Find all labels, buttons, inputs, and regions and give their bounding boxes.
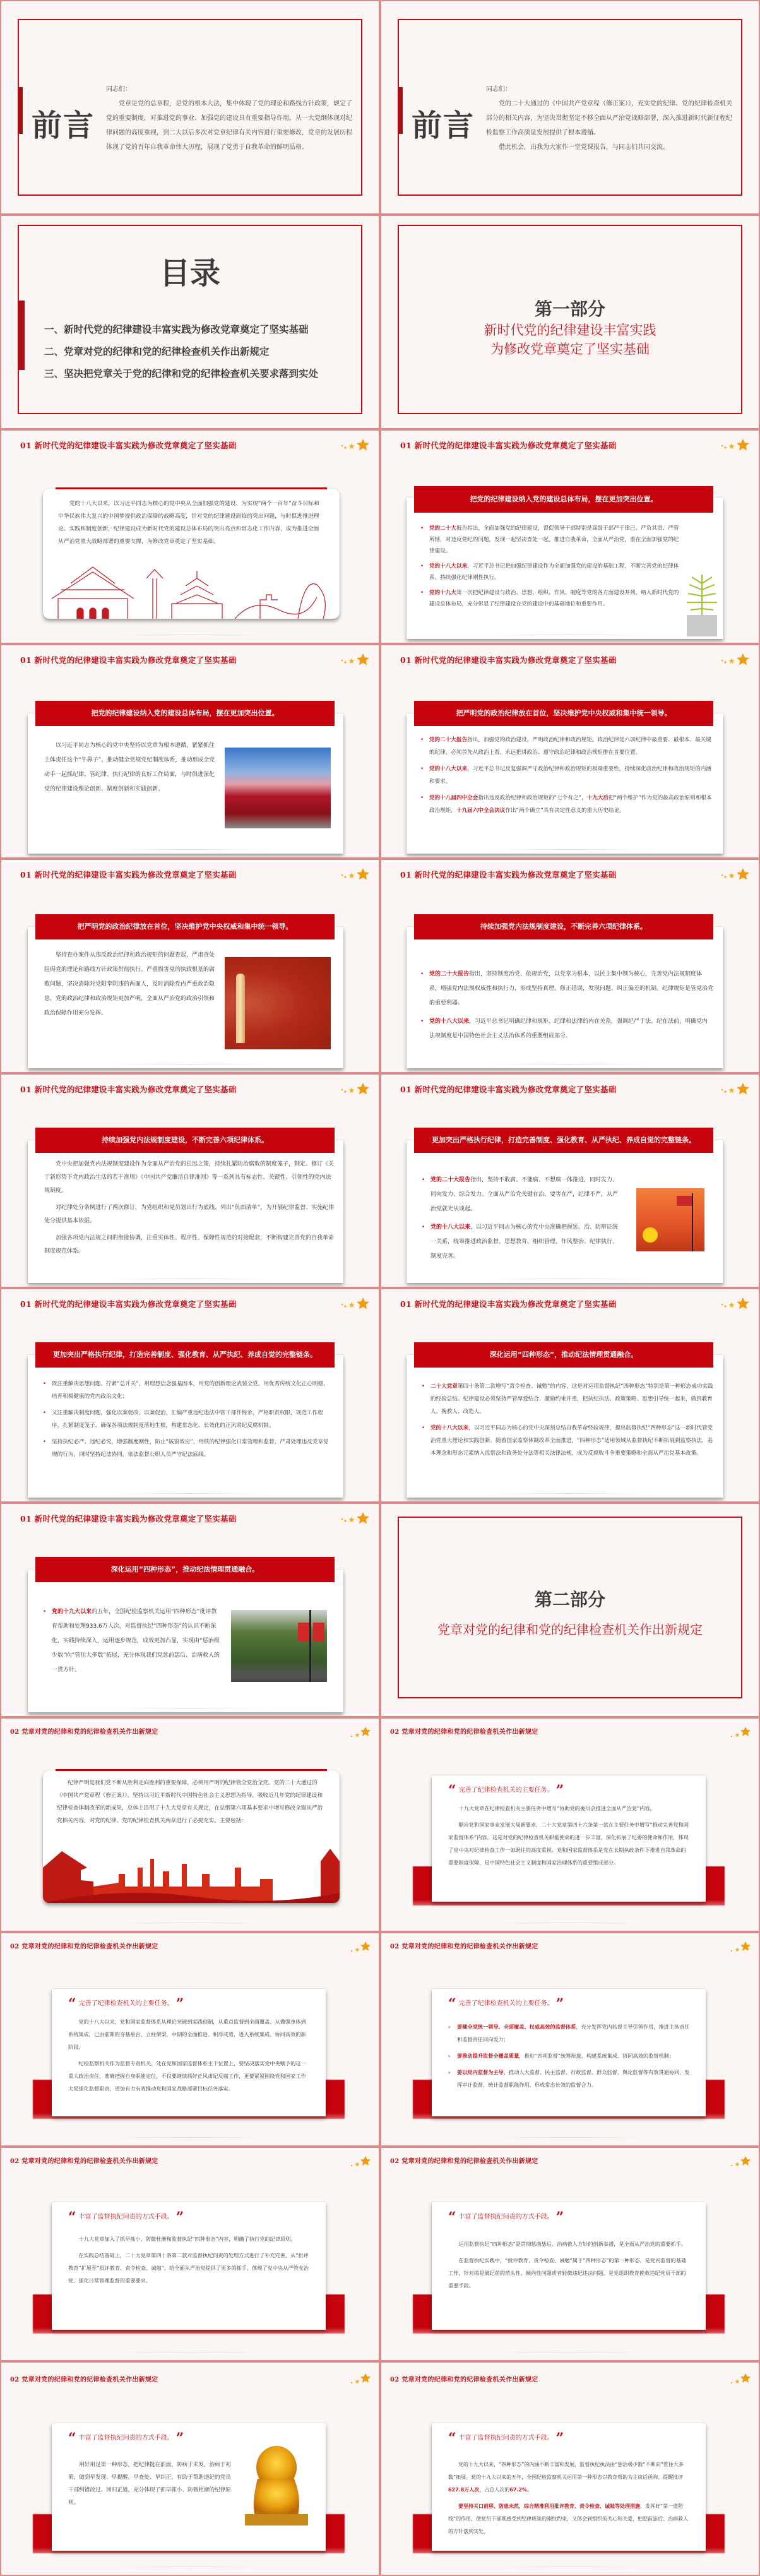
stars-decoration-icon — [730, 2373, 751, 2389]
red-accent-bar — [18, 301, 25, 370]
card-body — [68, 2432, 232, 2513]
paragraph: 运用监督执纪“四种形态”是贯彻惩前毖后、治病救人方针的创新举措，是全面从严治党的重要抓手。 — [458, 2241, 686, 2247]
bullet-item: • 党的二十大报告指出，全面加强党的纪律建设，督促领导干部特别是高级干部严于律己、严负其责、严管所辖，对违反党纪的问题，发现一起坚决查处一起。推进自我革命，全面从严治党，重在全面加强党的纪律建设。 — [420, 523, 679, 557]
section-header: 01 新时代党的纪律建设丰富实践为修改党章奠定了坚实基础 — [400, 1299, 617, 1309]
card-body — [448, 1784, 691, 1873]
section-header: 01 新时代党的纪律建设丰富实践为修改党章奠定了坚实基础 — [400, 655, 617, 665]
card-body — [448, 2432, 691, 2542]
slide-1f — [380, 859, 760, 1073]
section-header: 02 党章对党的纪律和党的纪律检查机关作出新规定 — [390, 1943, 538, 1950]
slide-1h — [380, 1073, 760, 1288]
card-top-rule — [56, 487, 327, 489]
close-quote-icon: ” — [555, 1782, 564, 1799]
section-header: 02 党章对党的纪律和党的纪律检查机关作出新规定 — [10, 1729, 158, 1736]
slide-2a — [0, 1717, 380, 1932]
card-top-rule — [56, 1769, 327, 1771]
section-header: 01 新时代党的纪律建设丰富实践为修改党章奠定了坚实基础 — [400, 441, 617, 450]
stars-decoration-icon — [720, 868, 751, 884]
card-body — [44, 948, 218, 1025]
headline-band: 把党的纪律建设纳入党的建设总体布局，摆在更加突出位置。 — [414, 486, 713, 513]
stars-decoration-icon — [350, 1941, 371, 1957]
paragraph: 纪检监察机关作为监督专责机关，处在党和国家监督体系主干位置上，要坚决落实党中央赋予的这一重大政治责任，准确把握自身职能定位，不仅要继续抓好正风肃纪反腐工作，更要紧紧围绕党和国家工作大局强化监督职责，更加有力有效推动党和国家战略部署目标任务落实。 — [68, 2060, 306, 2092]
bullet-item: › 要推动提升监督全覆盖质量，推进“四项监督”统筹衔接，构建系统集成、协同高效的监督机制； — [448, 2049, 691, 2062]
stars-decoration-icon — [350, 1726, 371, 1743]
slide-2f — [380, 2147, 760, 2361]
close-quote-icon: ” — [175, 2430, 184, 2447]
landmarks-silhouette-illustration — [52, 559, 331, 619]
slide-1a — [0, 429, 380, 644]
card-body — [448, 2211, 691, 2296]
slide-2e — [0, 2147, 380, 2361]
quote-title: “ 丰富了监督执纪问责的方式手段。 ” — [448, 2430, 564, 2447]
part-subtitle: 党章对党的纪律和党的纪律检查机关作出新规定 — [437, 1622, 703, 1637]
preface-body-1: 党的二十大通过的《中国共产党章程（修正案）》，充实党的纪律、党的纪律检查机关部分的相关内容，为坚决贯彻坚定不移全面从严治党战略部署，深入推进新时代新征程纪检监察工作高质量发展提供了根本遵循。 — [486, 100, 732, 136]
footer-line — [489, 1493, 651, 1494]
card-body — [68, 1998, 311, 2099]
slide-1k — [0, 1503, 380, 1717]
slide-1c — [0, 644, 380, 859]
bullet-item: • 党的十八大以来，习近平总书记把加强纪律建设作为全面加强党的建设的基础工程，不断完善党的纪律体系，持续强化纪律刚性执行。 — [420, 561, 679, 583]
red-accent-bar — [18, 87, 23, 134]
paragraph: 顺应党和国家事业发展大局新要求，二十大党章第四十六条第一款在主要任务中增写“推动完善党和国家监督体系”内容，这是对党的纪律检查机关职能使命的进一步丰富，深化拓展了纪委的使命和作用，体现了党中央对纪律检查工作一如既往的高度重视。党和国家监督体系是党在长期执政条件下推进自我革命的重要制度保障，是中国特色社会主义制度和国家治理体系的重要组成部分。 — [448, 1822, 689, 1866]
toc-item[interactable]: 一、新时代党的纪律建设丰富实践为修改党章奠定了坚实基础 — [44, 323, 309, 335]
slide-2c — [0, 1932, 380, 2147]
section-header: 01 新时代党的纪律建设丰富实践为修改党章奠定了坚实基础 — [20, 1085, 237, 1094]
stars-decoration-icon — [730, 2156, 751, 2172]
section-header: 02 党章对党的纪律和党的纪律检查机关作出新规定 — [10, 2376, 158, 2383]
bullet-list — [420, 967, 713, 1047]
stars-decoration-icon — [350, 2156, 371, 2172]
huabiao-column-image — [225, 957, 331, 1049]
card-body — [58, 498, 324, 552]
section-header: 01 新时代党的纪律建设丰富实践为修改党章奠定了坚实基础 — [400, 1085, 617, 1094]
slide-1i — [0, 1288, 380, 1503]
slide-1e — [0, 859, 380, 1073]
content-card — [432, 1775, 706, 1902]
bullet-item: › 要健全党统一领导、全面覆盖、权威高效的监督体系，充分发挥党内监督主导引领作用，推进主体责任和监督责任同向发力； — [448, 2020, 691, 2046]
bullet-list — [422, 1173, 620, 1268]
bullet-list — [422, 1380, 713, 1464]
headline-band: 把严明党的政治纪律放在首位，坚决维护党中央权威和集中统一领导。 — [414, 701, 713, 726]
toc-title: 目录 — [159, 256, 220, 291]
bullet-list — [420, 734, 712, 821]
quote-title: “ 丰富了监督执纪问责的方式手段。 ” — [68, 2430, 184, 2447]
stars-decoration-icon — [730, 1726, 751, 1743]
section-header: 02 党章对党的纪律和党的纪律检查机关作出新规定 — [390, 2376, 538, 2383]
preface-title: 前言 — [412, 108, 475, 143]
slide-2h — [380, 2361, 760, 2576]
preface-text — [106, 82, 352, 155]
open-quote-icon: “ — [68, 1996, 76, 2012]
section-header: 01 新时代党的纪律建设丰富实践为修改党章奠定了坚实基础 — [20, 870, 237, 880]
card-body — [448, 1998, 691, 2095]
slide-1d — [380, 644, 760, 859]
bullet-item: • 党的二十大报告指出，坚持不敢腐、不能腐、不想腐一体推进，同时发力、同向发力、综合发力。全面从严治党关键在治、要害在严，纪律不严，从严治党就无从谈起。 — [422, 1173, 620, 1217]
section-header: 01 新时代党的纪律建设丰富实践为修改党章奠定了坚实基础 — [20, 1514, 237, 1524]
toc-item[interactable]: 三、坚决把党章关于党的纪律和党的纪律检查机关要求落到实处 — [44, 367, 319, 379]
open-quote-icon: “ — [448, 1996, 456, 2012]
section-header: 01 新时代党的纪律建设丰富实践为修改党章奠定了坚实基础 — [20, 441, 237, 450]
close-quote-icon: ” — [555, 2209, 564, 2226]
part-label: 第一部分 — [534, 299, 605, 319]
paragraph: 党的十九大以来，“四种形态”的内涵不断丰富和发展，监督执纪执法由“惩治极少数”不断向“管住大多数”拓展。党的十九大以来的五年，全国纪检监察机关运用第一种形态以教育帮助为主谈话函询、提醒批评627.8万人次，占总人次的67.2%。 — [448, 2462, 684, 2493]
content-card — [432, 2202, 706, 2330]
slide-preface-1 — [0, 0, 380, 215]
preface-body: 党章是党的总章程，是党的根本大法，集中体现了党的理论和路线方针政策，规定了党的重要制度，对推进党的事业、加强党的建设具有重要指导作用。从一大党纲体现对纪律问题的高度重视，到二大以后多次对党章纪律有关内容进行重要修改，党章的发展历程体现了党的百年自我革命伟大历程，展现了党勇于自我革命的鲜明品格。 — [106, 100, 352, 151]
bullet-item: • 党的十八届四中全会指出违反政治纪律和政治规矩的“七个有之”，十九大后把“两个维护”作为党的最高政治原则和根本政治规矩，十九届六中全会决议作出“两个确立”具有决定性意义的重大历史结论。 — [420, 792, 712, 817]
slide-1g — [0, 1073, 380, 1288]
bullet-list — [43, 1605, 222, 1681]
paragraph: 十九大党章在纪律检查机关主要任务中增写“协助党的委员会推进全面从严治党”内容。 — [458, 1805, 655, 1811]
paragraph: 用好用足第一种形态，把纪律挺在前面，防病于未发，治病于初萌，做到早发现、早提醒、早查处、早纠正，有助于帮助违纪的党员干部纠错改过、回归正道，充分体现了抓早抓小、防微杜渐的纪律原则。 — [68, 2462, 231, 2506]
paragraph: 党中央把加强党内法规制度建设作为全面从严治党的长远之策，持续扎紧防治腐败的制度笼子，制定、修订《关于新形势下党内政治生活的若干准则》《中国共产党廉洁自律准则》等一系列具有标志性、关键性、引领性的党内法规制度。 — [44, 1161, 335, 1194]
content-card — [432, 2423, 706, 2551]
bullet-item: • 党的二十大报告指出，坚持制度治党、依规治党，以党章为根本，以民主集中制为核心，完善党内法规制度体系，增强党内法规权威性和执行力，形成坚持真理、修正错误，发现问题、纠正偏差的机制。纪律规矩是管党治党的重要利器。 — [420, 967, 713, 1011]
red-accent-bar — [398, 87, 403, 134]
slide-part-1 — [380, 215, 760, 429]
bullet-item: • 坚持执纪必严、违纪必究，增强制度刚性，防止“破窗效应”，用铁的纪律强化日常管理和监督，严肃处理违反党章党规的行为，同时坚持纪法协同，依法监督公职人员严守纪法底线。 — [43, 1436, 331, 1461]
paragraph: 坚持查办案件从违反政治纪律和政治规矩的问题查起，严肃查处阻碍党的理论和路线方针政策贯彻执行、严重损害党的执政根基的腐败问题，坚决清除对党阳奉阴违的两面人，及时消除党内严重政治隐患，党的政治纪律和政治规矩更加严明，全面从严治党的政治引领和政治保障作用充分发挥。 — [44, 952, 215, 1017]
stars-decoration-icon — [350, 2373, 371, 2389]
content-card — [52, 2202, 326, 2330]
stars-decoration-icon — [730, 1941, 751, 1957]
slide-part-2 — [380, 1503, 760, 1717]
content-card — [432, 1989, 706, 2116]
stars-decoration-icon — [340, 653, 371, 669]
headline-band: 把严明党的政治纪律放在首位，坚决维护党中央权威和集中统一领导。 — [35, 914, 335, 939]
paragraph: 在监督执纪实践中，“批评教育、责令检查、诫勉”属于“四种形态”的第一种形态，是党内监督的基础工作，针对的是破纪前的苗头性、倾向性问题或者轻微违纪违法问题，是党组织教育挽救违纪党员干部的重要手段。 — [448, 2257, 687, 2289]
stars-decoration-icon — [340, 438, 371, 455]
quote-title: “ 完善了纪律检查机关的主要任务。 ” — [448, 1996, 564, 2012]
part-title-block — [381, 1586, 759, 1639]
paragraph: 加强各项党内法规之间的衔接协调，注重实体性、程序性、保障性规范的对接配套，不断构建完善党的自我革命制度规范体系。 — [44, 1235, 335, 1255]
stars-decoration-icon — [720, 1297, 751, 1313]
paragraph: 在实践总结基础上，二十大党章第四十条第二款对监督执纪问责的处理方式进行了补充完善，从“批评教育”扩展至“批评教育、责令检查、诫勉”，给全面从严治党提供了更多的抓手，体现了党中央从严管党治党、强化日常管理监督的重要要求。 — [68, 2252, 309, 2284]
slide-2b — [380, 1717, 760, 1932]
headline-band: 持续加强党内法规制度建设，不断完善六项纪律体系。 — [414, 914, 713, 939]
preface-title: 前言 — [32, 108, 95, 143]
footer-line — [109, 1493, 271, 1494]
section-header: 02 党章对党的纪律和党的纪律检查机关作出新规定 — [390, 1729, 538, 1736]
slide-2d — [380, 1932, 760, 2147]
bullet-item: • 党的二十大报告指出，加强党的政治建设，严明政治纪律和政治规矩。政治纪律是六项纪律中最重要、最根本、最关键的纪律，必须首先从政治上看，永远把讲政治、遵守政治纪律和政治规矩排在首要位置。 — [420, 734, 712, 759]
stars-decoration-icon — [720, 1082, 751, 1099]
card-body — [68, 2211, 311, 2291]
open-quote-icon: “ — [448, 1782, 456, 1799]
open-quote-icon: “ — [68, 2430, 76, 2447]
bullet-item: • 二十大党章第四十条第二款增写“责令检查、诫勉”的内容，这是对运用监督执纪“四种形态”特别是第一种形态成功实践的经验总结。纪律建设必须坚持严管厚爱结合、激励约束并重，把执纪执法、政策策略、思想引导统一起来，做到教育人、挽救人、改造人。 — [422, 1380, 713, 1418]
greeting: 同志们： — [106, 86, 131, 93]
paragraph: 纪律严明是我们党不断从胜利走向胜利的重要保障，必须用严明的纪律管全党治全党。党的二十大通过的《中国共产党章程（修正案）》，坚持以习近平新时代中国特色社会主义思想为指导，吸收近几年党的纪律建设和纪律检查体制改革的新成果，总体上沿用了十九大党章有关规定，在总纲第六项基本要求中增写修改全面从严治党相关内容，对党的纪律、党的纪律检查机关两章进行了必要充实。主要包括： — [57, 1780, 323, 1824]
slide-2g — [0, 2361, 380, 2576]
stars-decoration-icon — [720, 653, 751, 669]
quote-title: “ 丰富了监督执纪问责的方式手段。 ” — [68, 2209, 184, 2226]
card-body — [44, 739, 218, 801]
bullet-item: › 要以党内监督为主导，推动人大监督、民主监督、行政监督、群众监督、舆论监督等有效贯通协同，发挥审计监督、统计监督职能作用，形成常态长效的监督合力。 — [448, 2066, 691, 2091]
paragraph: 党的十八大以来，以习近平同志为核心的党中央从全面加强党的建设、为实现“两个一百年”奋斗目标和中华民族伟大复兴的中国梦提供政治保障的战略高度，针对党的纪律建设面临的突出问题，与时俱进推进理论、实践和制度创新，纪律建设成为新时代党的建设总体布局的突出亮点和常态化工作内容，成为推进全面从严治党重大战略部署的重要支撑，为修改党章奠定了坚实基础。 — [58, 501, 319, 545]
tiananmen-photo — [225, 748, 331, 828]
stars-decoration-icon — [340, 1512, 371, 1528]
toc-item[interactable]: 二、党章对党的纪律和党的纪律检查机关作出新规定 — [44, 345, 270, 357]
bullet-item: • 党的十八大以来，以习近平同志为核心的党中央深刻总结自我革命经验规律，提出监督执纪“四种形态”这一新时代管党治党重大理论和实践创新。随着国家监察体制改革全面推进，“四种形态”适用领域从监督执纪不断拓展到监察执法，基本理念和形态元素纳入监察法和政务处分法等相关法律法规，成为反腐败斗争重要策略和全面从严治党基本政策。 — [422, 1422, 713, 1460]
paragraph: 以习近平同志为核心的党中央坚持以党章为根本遵循，紧紧抓住主体责任这个“牛鼻子”，推动健全党规党纪制度体系，推动形成全党动手一起抓纪律、管纪律、执行纪律的良好工作局面，与时俱进深化党的纪律建设理论创新、制度创新和实践创新。 — [44, 742, 215, 792]
slide-1b — [380, 429, 760, 644]
bullet-list — [43, 1378, 331, 1465]
open-quote-icon: “ — [448, 2209, 456, 2226]
headline-band: 持续加强党内法规制度建设，不断完善六项纪律体系。 — [35, 1128, 335, 1153]
close-quote-icon: ” — [175, 2209, 184, 2226]
section-header: 01 新时代党的纪律建设丰富实践为修改党章奠定了坚实基础 — [400, 870, 617, 880]
stars-decoration-icon — [340, 1297, 371, 1313]
paragraph: 对纪律处分条例进行了两次修订，为党组织和党员划出行为底线、列出“负面清单”，为开展纪律监督、实施纪律处分提供基本依据。 — [44, 1205, 335, 1224]
quote-title: “ 完善了纪律检查机关的主要任务。 ” — [68, 1996, 184, 2012]
paragraph: 十九大党章加入了抓早抓小、防微杜渐和监督执纪“四种形态”内容，明确了执行党的纪律原则。 — [78, 2236, 296, 2242]
bullet-list — [420, 523, 679, 614]
content-card — [43, 1770, 340, 1903]
bullet-item: • 党的十八大以来，习近平总书记反复强调严守政治纪律和政治规矩的极端重要性，持续深化政治纪律和政治规矩的内涵和要求。 — [420, 763, 712, 788]
card-body — [44, 1158, 335, 1262]
footer-line — [489, 2137, 651, 2138]
stars-decoration-icon — [340, 1082, 371, 1099]
headline-band: 深化运用“四种形态”，推动纪法情理贯通融合。 — [35, 1557, 335, 1582]
greeting: 同志们： — [486, 86, 511, 93]
section-header: 01 新时代党的纪律建设丰富实践为修改党章奠定了坚实基础 — [20, 655, 237, 665]
content-card — [43, 489, 340, 619]
stars-decoration-icon — [340, 868, 371, 884]
headline-band: 更加突出严格执行纪律，打造完善制度、强化教育、从严执纪、养成自觉的完整链条。 — [414, 1128, 713, 1153]
footer-line — [109, 849, 271, 850]
headline-band: 把党的纪律建设纳入党的建设总体布局，摆在更加突出位置。 — [35, 701, 335, 726]
slide-1j — [380, 1288, 760, 1503]
footer-line — [109, 2137, 271, 2138]
part-label: 第二部分 — [534, 1589, 605, 1610]
section-header: 01 新时代党的纪律建设丰富实践为修改党章奠定了坚实基础 — [20, 1299, 237, 1309]
preface-body-2: 借此机会，由我为大家作一堂党课报告，与同志们共同交流。 — [499, 144, 669, 151]
slide-preface-2 — [380, 0, 760, 215]
part-title-block — [381, 295, 759, 359]
part-subtitle-1: 新时代党的纪律建设丰富实践 — [484, 323, 656, 338]
golden-lion-statue — [239, 2441, 314, 2525]
headline-band: 更加突出严格执行纪律，打造完善制度、强化教育、从严执纪、养成自觉的完整链条。 — [35, 1342, 335, 1368]
preface-text — [486, 82, 732, 155]
open-quote-icon: “ — [68, 2209, 76, 2226]
card-body — [57, 1777, 326, 1831]
content-card — [52, 2423, 326, 2551]
bullet-item: • 既注重解决思想问题、拧紧“总开关”，用理想信念强基固本，用党的创新理论武装全党，用优秀传统文化正心明德，培育积极健康的党内政治文化； — [43, 1378, 331, 1403]
part-subtitle-2: 为修改党章奠定了坚实基础 — [490, 342, 650, 357]
content-card — [52, 1989, 326, 2116]
paragraph: 党的十八大以来，党和国家监督体系从理论突破到实践创制，从重点监督到全面覆盖、从做强单体到系统集成，已由前期的夯基垒台、立柱架梁，中期的全面推进、积厚成势，进入系统集成、协同高效的新阶段。 — [68, 2018, 306, 2050]
footer-line — [489, 849, 651, 850]
red-city-silhouette — [43, 1842, 340, 1903]
quote-title: “ 丰富了监督执纪问责的方式手段。 ” — [448, 2209, 564, 2226]
quote-title: “ 完善了纪律检查机关的主要任务。 ” — [448, 1782, 564, 1799]
section-header: 02 党章对党的纪律和党的纪律检查机关作出新规定 — [10, 2158, 158, 2165]
headline-band: 深化运用“四种形态”，推动纪法情理贯通融合。 — [414, 1342, 713, 1368]
close-quote-icon: ” — [555, 2430, 564, 2447]
potted-plant-image — [683, 571, 721, 639]
section-header: 02 党章对党的纪律和党的纪律检查机关作出新规定 — [10, 1943, 158, 1950]
street-flags-photo — [231, 1610, 327, 1682]
bullet-item: • 党的十八大以来，习近平总书记明确纪律和规矩、纪律和法律的内在关系，强调纪严于法、纪在法前，明确党内法规制度是中国特色社会主义法治体系的重要组成部分。 — [420, 1015, 713, 1044]
paragraph: 要坚持关口前移、防患未然，综合精准利用批评教育、责令检查、诫勉等处理措施，发挥好“第一道防线”的作用，使党员干部既感受到纪律规矩的刚性约束，又体会到组织的关心和关爱，把惩前毖后、治病救人的方针落到实处。 — [448, 2503, 689, 2534]
bullet-item: • 又注重解决制度问题，强化以案促改、以案促治，汇编严重违纪违法中管干部忏悔录，严格职责权限，规范工作程序，扎紧制度笼子，确保各项法规制度落地生根，构建常态化、长效化的正风肃纪反腐机制。 — [43, 1407, 331, 1432]
open-quote-icon: “ — [448, 2430, 456, 2447]
bullet-item: • 党的十九大第一次把纪律建设与政治、思想、组织、作风、制度等党的各方面建设并列，纳入新时代党的建设总体布局，充分彰显了纪律建设在党的建设中的基础地位和重要作用。 — [420, 587, 679, 610]
flag-sunset-photo — [636, 1188, 704, 1251]
stars-decoration-icon — [720, 438, 751, 455]
close-quote-icon: ” — [555, 1996, 564, 2012]
section-header: 02 党章对党的纪律和党的纪律检查机关作出新规定 — [390, 2158, 538, 2165]
toc-list — [44, 318, 318, 385]
bullet-item: • 党的十九大以来的五年，全国纪检监察机关运用“四种形态”批评教育帮助和处理933.6万人次，对监督执纪“四种形态”的认识不断深化，实践持续深入，运用逐步规范，成效更加凸显，实现由“惩治极少数”向“管住大多数”拓展，充分体现我们党惩前毖后、治病救人的一贯方针。 — [43, 1605, 222, 1678]
bullet-item: • 党的十八大以来，以习近平同志为核心的党中央准确把握惩、治、防辩证统一关系，统筹推进政治监督、思想教育、组织管理、作风整治、纪律执行、制度完善。 — [422, 1220, 620, 1264]
close-quote-icon: ” — [175, 1996, 184, 2012]
slide-toc — [0, 215, 380, 429]
